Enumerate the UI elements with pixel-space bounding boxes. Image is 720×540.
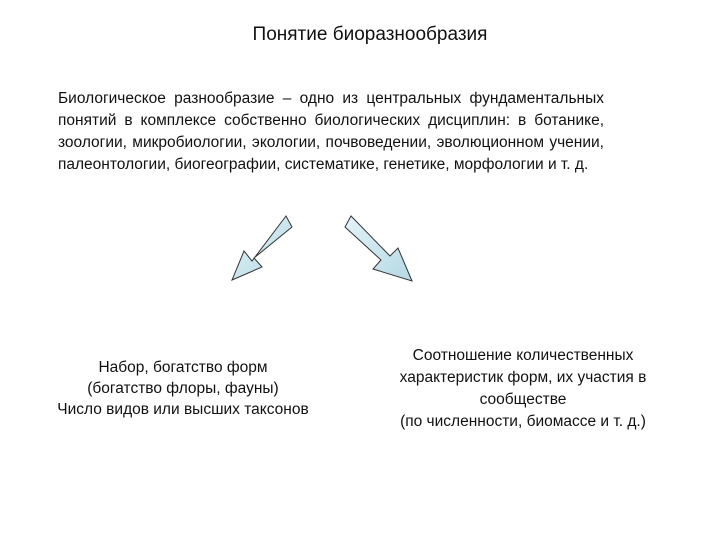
right-box-line: сообществе: [479, 391, 567, 408]
right-concept-box: [368, 345, 678, 433]
left-concept-box: [28, 357, 338, 420]
right-box-line: Соотношение количественных: [412, 347, 634, 364]
arrow-left: [232, 216, 292, 280]
left-box-line: (богатство флоры, фауны): [87, 380, 279, 397]
left-box-line: Число видов или высших таксонов: [57, 401, 309, 418]
right-box-line: характеристик форм, их участия в: [399, 369, 647, 386]
definition-text: Биологическое разнообразие – одно из центральных фундаментальных понятий в комплексе собственно биологических дисциплин: в ботанике, зоологии, микробиологии, экологии, почвоведении, эволюционном учении, палеонтологии, биогеографии, систематике, генетике, морфологии и т. д.: [58, 90, 604, 173]
left-box-line: Набор, богатство форм: [98, 359, 268, 376]
page-title: Понятие биоразнообразия: [252, 24, 488, 45]
right-box-line: (по численности, биомассе и т. д.): [400, 413, 646, 430]
arrow-right: [345, 216, 412, 281]
